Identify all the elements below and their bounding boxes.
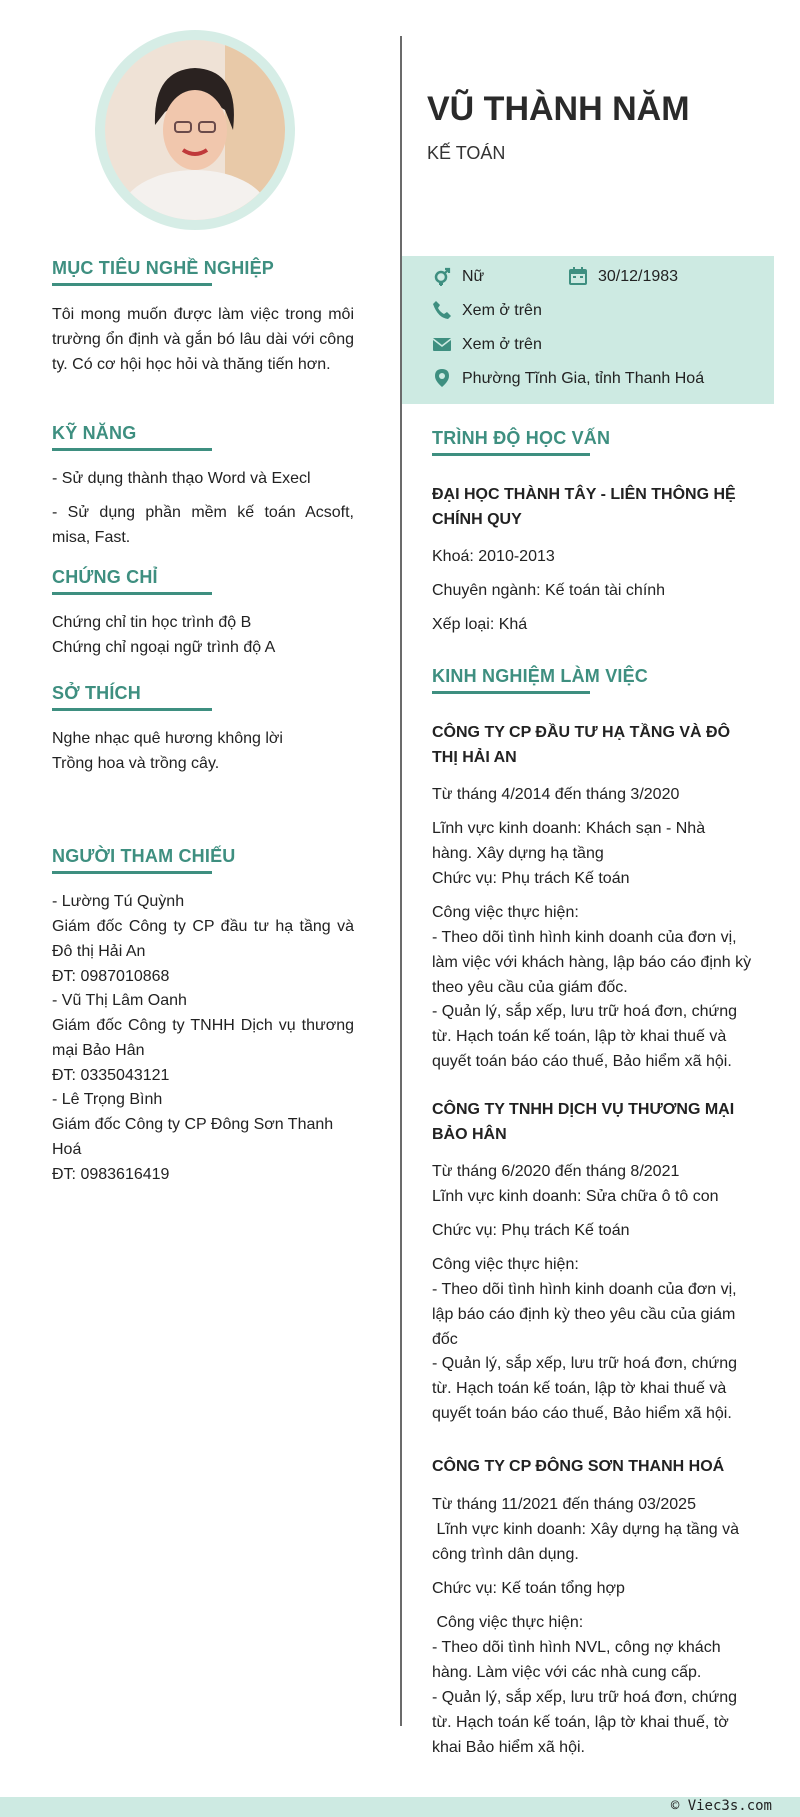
education-major: Chuyên ngành: Kế toán tài chính xyxy=(432,582,666,599)
reference-name: - Vũ Thị Lâm Oanh xyxy=(52,992,187,1009)
avatar xyxy=(95,30,295,230)
job-company: CÔNG TY CP ĐÔNG SƠN THANH HOÁ xyxy=(432,1458,725,1475)
job-company: CÔNG TY CP ĐẦU TƯ HẠ TẦNG VÀ ĐÔ THỊ HẢI AN xyxy=(432,724,731,766)
skill-item: - Sử dụng phần mềm kế toán Acsoft, misa, Fast. xyxy=(52,504,354,546)
reference-position: Giám đốc Công ty CP đầu tư hạ tầng và Đô thị Hải An xyxy=(52,918,354,960)
education-grade: Xếp loại: Khá xyxy=(432,616,528,633)
hobbies-underline xyxy=(52,708,212,711)
profile-photo xyxy=(105,40,285,220)
job-company: CÔNG TY TNHH DỊCH VỤ THƯƠNG MẠI BẢO HÂN xyxy=(432,1101,735,1143)
job-tasks-label: Công việc thực hiện: xyxy=(432,1614,584,1631)
job-position: Chức vụ: Phụ trách Kế toán xyxy=(432,1222,630,1239)
hobby-item: Nghe nhạc quê hương không lời xyxy=(52,730,283,747)
objective-text: Tôi mong muốn được làm việc trong môi trường ổn định và gắn bó lâu dài với công ty. Có cơ hội học hỏi và thăng tiến hơn. xyxy=(52,306,354,373)
skills-underline xyxy=(52,448,212,451)
candidate-role: KẾ TOÁN xyxy=(427,143,506,163)
reference-phone: ĐT: 0987010868 xyxy=(52,968,170,985)
address-value: Phường Tĩnh Gia, tỉnh Thanh Hoá xyxy=(462,370,705,387)
certificates-title: CHỨNG CHỈ xyxy=(52,567,158,587)
job-position: Chức vụ: Kế toán tổng hợp xyxy=(432,1580,625,1597)
education-underline xyxy=(432,453,590,456)
job-task: - Quản lý, sắp xếp, lưu trữ hoá đơn, chứng từ. Hạch toán kế toán, lập tờ khai thuế, tờ khai Bảo hiểm xã hội. xyxy=(432,1689,737,1756)
job-period: Từ tháng 11/2021 đến tháng 03/2025 xyxy=(432,1496,696,1513)
certificate-item: Chứng chỉ ngoại ngữ trình độ A xyxy=(52,639,276,656)
job-tasks-label: Công việc thực hiện: xyxy=(432,1256,579,1273)
email-icon xyxy=(432,334,452,354)
objective-underline xyxy=(52,283,212,286)
email-value: Xem ở trên xyxy=(462,336,542,353)
education-title: TRÌNH ĐỘ HỌC VẤN xyxy=(432,428,611,448)
reference-phone: ĐT: 0335043121 xyxy=(52,1067,170,1084)
footer-copyright: © Viec3s.com xyxy=(670,1798,772,1814)
gender-value: Nữ xyxy=(462,268,485,285)
candidate-name: VŨ THÀNH NĂM xyxy=(427,90,690,128)
reference-position: Giám đốc Công ty TNHH Dịch vụ thương mại Bảo Hân xyxy=(52,1017,354,1059)
phone-icon xyxy=(432,300,452,320)
hobby-item: Trồng hoa và trồng cây. xyxy=(52,755,220,772)
references-underline xyxy=(52,871,212,874)
reference-position: Giám đốc Công ty CP Đông Sơn Thanh Hoá xyxy=(52,1116,334,1158)
school-name: ĐẠI HỌC THÀNH TÂY - LIÊN THÔNG HỆ CHÍNH QUY xyxy=(432,486,736,528)
objective-title: MỤC TIÊU NGHỀ NGHIỆP xyxy=(52,258,275,278)
job-task: - Theo dõi tình hình kinh doanh của đơn vị, làm việc với khách hàng, lập báo cáo định kỳ theo yêu cầu của giám đốc. xyxy=(432,929,752,996)
calendar-icon xyxy=(568,266,588,286)
job-task: - Quản lý, sắp xếp, lưu trữ hoá đơn, chứng từ. Hạch toán kế toán, lập tờ khai thuế và quyết toán báo cáo thuế, Bảo hiểm xã hội. xyxy=(432,1355,737,1422)
contact-panel xyxy=(402,256,774,404)
reference-name: - Lường Tú Quỳnh xyxy=(52,893,185,910)
location-pin-icon xyxy=(432,368,452,388)
hobbies-title: SỞ THÍCH xyxy=(52,683,141,703)
experience-title: KINH NGHIỆM LÀM VIỆC xyxy=(432,666,649,686)
job-task: - Theo dõi tình hình kinh doanh của đơn vị, lập báo cáo định kỳ theo yêu cầu của giám đốc xyxy=(432,1281,737,1348)
phone-value: Xem ở trên xyxy=(462,302,542,319)
job-tasks-label: Công việc thực hiện: xyxy=(432,904,579,921)
footer xyxy=(0,1797,800,1817)
references-title: NGƯỜI THAM CHIẾU xyxy=(52,846,236,866)
reference-phone: ĐT: 0983616419 xyxy=(52,1166,170,1183)
job-field: Lĩnh vực kinh doanh: Xây dựng hạ tầng và công trình dân dụng. xyxy=(432,1521,744,1563)
job-field: Lĩnh vực kinh doanh: Sửa chữa ô tô con xyxy=(432,1188,719,1205)
job-task: - Quản lý, sắp xếp, lưu trữ hoá đơn, chứng từ. Hạch toán kế toán, lập tờ khai thuế và quyết toán báo cáo thuế, Bảo hiểm xã hội. xyxy=(432,1003,737,1070)
job-period: Từ tháng 6/2020 đến tháng 8/2021 xyxy=(432,1163,680,1180)
certificates-underline xyxy=(52,592,212,595)
skill-item: - Sử dụng thành thạo Word và Execl xyxy=(52,470,311,487)
dob-value: 30/12/1983 xyxy=(598,268,679,285)
reference-name: - Lê Trọng Bình xyxy=(52,1091,163,1108)
experience-underline xyxy=(432,691,590,694)
job-period: Từ tháng 4/2014 đến tháng 3/2020 xyxy=(432,786,680,803)
job-position: Chức vụ: Phụ trách Kế toán xyxy=(432,870,630,887)
job-field: Lĩnh vực kinh doanh: Khách sạn - Nhà hàng. Xây dựng hạ tầng xyxy=(432,820,706,862)
certificate-item: Chứng chỉ tin học trình độ B xyxy=(52,614,252,631)
gender-icon xyxy=(432,266,452,286)
job-task: - Theo dõi tình hình NVL, công nợ khách hàng. Làm việc với các nhà cung cấp. xyxy=(432,1639,721,1681)
skills-title: KỸ NĂNG xyxy=(52,423,137,443)
education-course: Khoá: 2010-2013 xyxy=(432,548,555,565)
